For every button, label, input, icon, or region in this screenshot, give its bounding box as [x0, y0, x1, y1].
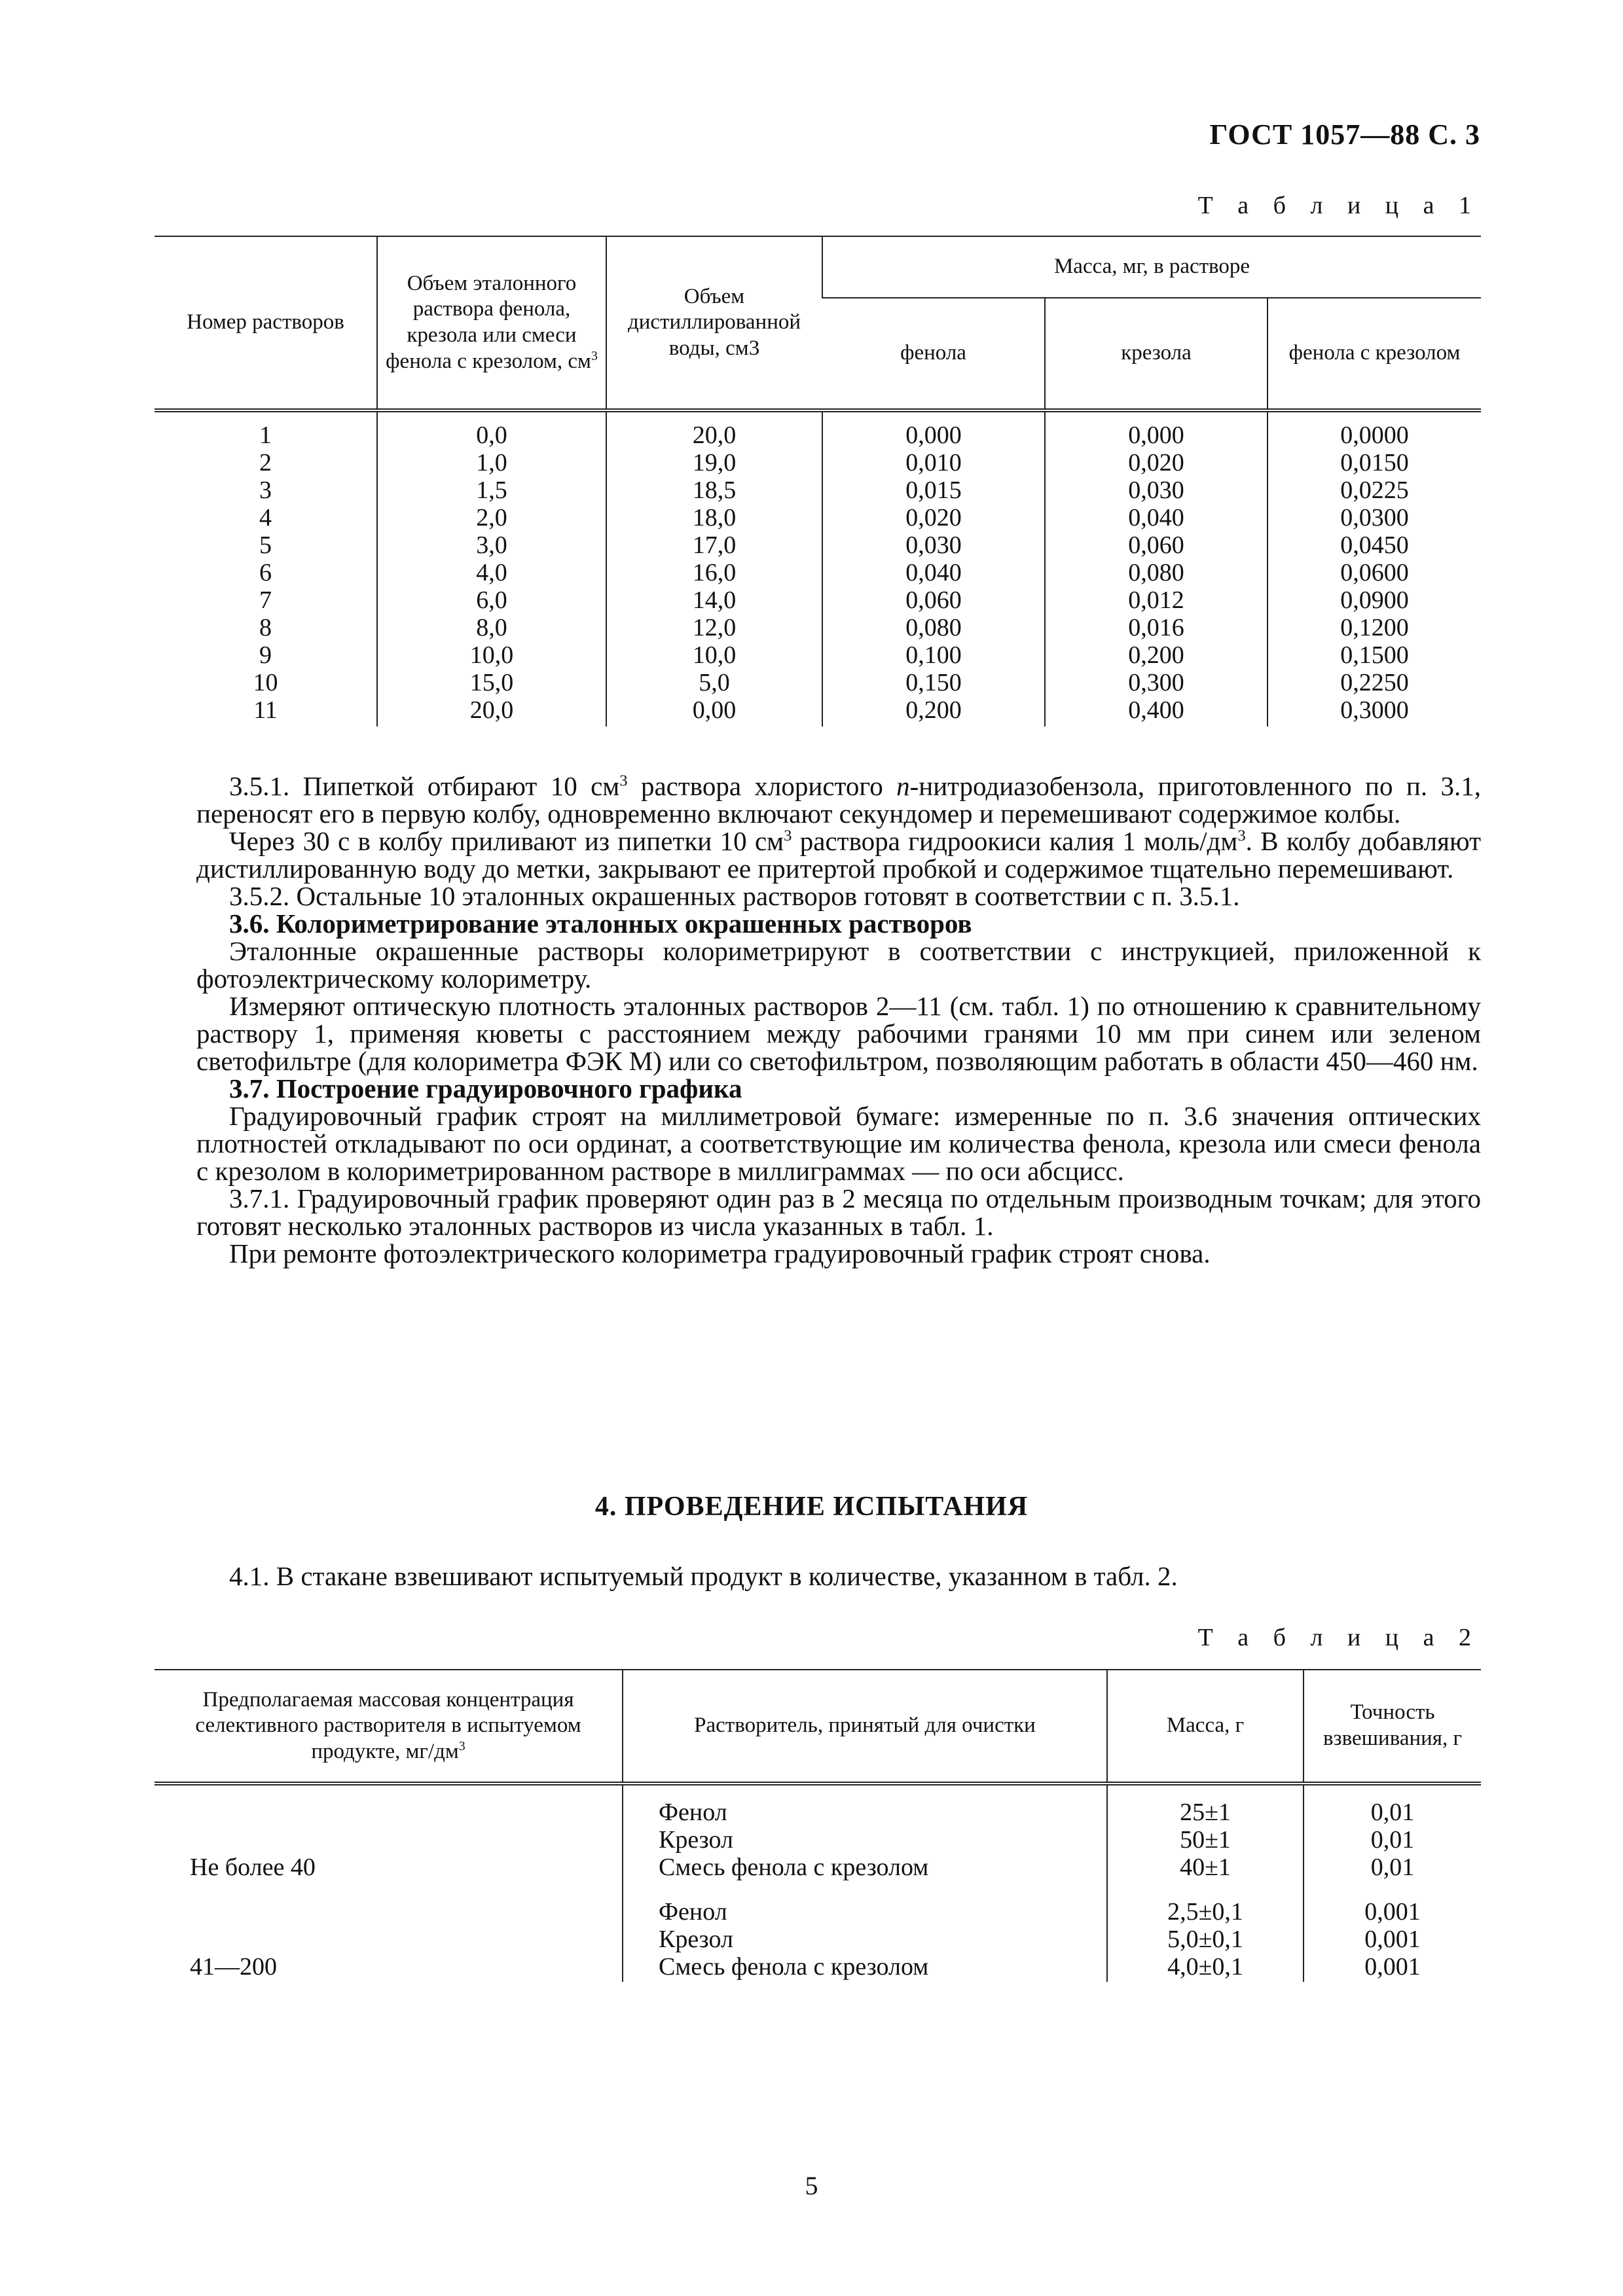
table1-col-vol-water — [606, 410, 822, 726]
table1-col-vol-etalon — [377, 410, 606, 726]
table2-acc: 0,01 — [1370, 1826, 1415, 1854]
table2-solvent: Крезол — [659, 1826, 733, 1854]
table1-cell: 0,030 — [905, 531, 962, 559]
table1-cell: 0,000 — [905, 422, 962, 449]
table1-cell: 1 — [259, 422, 272, 449]
page-number: 5 — [805, 2171, 818, 2200]
table1-cell: 0,300 — [1128, 669, 1184, 696]
table1-cell: 1,0 — [476, 449, 507, 476]
table1-cell: 0,040 — [1128, 504, 1184, 531]
table1-cell: 0,00 — [692, 696, 737, 724]
table1-cell: 0,060 — [1128, 531, 1184, 559]
table1-cell: 15,0 — [469, 669, 514, 696]
table1-header-vol-water: Объем дистиллированной воды, см3 — [606, 236, 822, 410]
table1-col-num — [155, 410, 377, 726]
table2-acc: 0,001 — [1364, 1898, 1421, 1926]
table1-cell: 5,0 — [699, 669, 730, 696]
table1-cell: 2 — [259, 449, 272, 476]
table1-cell: 17,0 — [692, 531, 737, 559]
table1-caption: Т а б л и ц а 1 — [1197, 192, 1480, 219]
paragraph-3-7-b: При ремонте фотоэлектрического колориметра градуировочный график строят снова. — [229, 1238, 1211, 1268]
table2-solvent: Фенол — [659, 1799, 727, 1826]
table1-cell: 0,016 — [1128, 614, 1184, 641]
table1-cell: 14,0 — [692, 586, 737, 614]
heading-3-7: 3.7. Построение градуировочного графика — [229, 1073, 742, 1103]
table1-col-cresol — [1045, 410, 1267, 726]
table2-solvents-2 — [623, 1882, 1107, 1982]
table1-cell: 0,030 — [1128, 476, 1184, 504]
table1-cell: 4 — [259, 504, 272, 531]
table1-cell: 0,100 — [905, 641, 962, 669]
table1-cell: 8,0 — [476, 614, 507, 641]
section-4-heading: 4. ПРОВЕДЕНИЕ ИСПЫТАНИЯ — [594, 1492, 1029, 1522]
table1-cell: 10,0 — [469, 641, 514, 669]
table1-cell: 0,0600 — [1340, 559, 1409, 586]
table1-cell: 0,2250 — [1340, 669, 1409, 696]
table1-cell: 0,3000 — [1340, 696, 1409, 724]
table2 — [155, 1669, 1481, 1982]
table1-cell: 0,200 — [1128, 641, 1184, 669]
table1-cell: 0,010 — [905, 449, 962, 476]
paragraph-3-5-2: 3.5.2. Остальные 10 эталонных окрашенных растворов готовят в соответствии с п. 3.5.1. — [229, 881, 1240, 911]
table1-cell: 11 — [253, 696, 278, 724]
table2-conc-2: 41—200 — [190, 1953, 277, 1981]
table1-cell: 0,020 — [1128, 449, 1184, 476]
table2-solvents-1 — [623, 1784, 1107, 1882]
table1-cell: 20,0 — [692, 422, 737, 449]
table2-mass: 4,0±0,1 — [1167, 1953, 1243, 1981]
table1-cell: 9 — [259, 641, 272, 669]
table1-header-num: Номер растворов — [187, 310, 344, 334]
table1-cell: 16,0 — [692, 559, 737, 586]
table1-cell: 3,0 — [476, 531, 507, 559]
table2-acc: 0,001 — [1364, 1926, 1421, 1953]
table1-cell: 8 — [259, 614, 272, 641]
table1-header-phenol: фенола — [822, 298, 1045, 410]
table1-header-mix: фенола с крезолом — [1267, 298, 1481, 410]
table1-cell: 0,400 — [1128, 696, 1184, 724]
table1-col-phenol — [822, 410, 1045, 726]
table2-mass: 2,5±0,1 — [1167, 1898, 1243, 1926]
table1-cell: 0,015 — [905, 476, 962, 504]
table1-cell: 6 — [259, 559, 272, 586]
table1-cell: 0,080 — [905, 614, 962, 641]
table1-cell: 0,0450 — [1340, 531, 1409, 559]
table2-caption: Т а б л и ц а 2 — [1197, 1624, 1480, 1651]
table1-cell: 0,060 — [905, 586, 962, 614]
table1-cell: 3 — [259, 476, 272, 504]
paragraph-3-6-b: Измеряют оптическую плотность эталонных растворов 2—11 (см. табл. 1) по отношению к сравнительному раствору 1, применяя кюветы с расстоянием между рабочими гранями 10 мм при синем или зеленом светофильтре (для колориметра ФЭК М) или со светофильтром, позволяющим работать в области 450—460 нм. — [196, 991, 1481, 1076]
table1-cell: 5 — [259, 531, 272, 559]
paragraph-3-7-1: 3.7.1. Градуировочный график проверяют один раз в 2 месяца по отдельным производным точкам; для этого готовят несколько эталонных растворов из числа указанных в табл. 1. — [196, 1183, 1481, 1241]
table1-cell: 0,200 — [905, 696, 962, 724]
table1-cell: 0,150 — [905, 669, 962, 696]
table1-cell: 0,040 — [905, 559, 962, 586]
table1-cell: 4,0 — [476, 559, 507, 586]
table1-cell: 0,0225 — [1340, 476, 1409, 504]
table2-solvent: Крезол — [659, 1926, 733, 1953]
heading-3-6: 3.6. Колориметрирование эталонных окрашенных растворов — [229, 908, 972, 939]
table1-cell: 18,5 — [692, 476, 737, 504]
table1-cell: 0,000 — [1128, 422, 1184, 449]
table1-cell: 0,012 — [1128, 586, 1184, 614]
table1-col-mix — [1267, 410, 1481, 726]
page-header: ГОСТ 1057—88 С. 3 — [1209, 118, 1480, 151]
table2-acc: 0,01 — [1370, 1799, 1415, 1826]
table1-header-mass-group: Масса, мг, в растворе — [822, 236, 1481, 298]
table1-cell: 1,5 — [476, 476, 507, 504]
table2-mass: 40±1 — [1180, 1854, 1231, 1881]
table1-cell: 12,0 — [692, 614, 737, 641]
table1-header-vol-etalon: Объем эталонного раствора фенола, крезола или смеси фенола с крезолом, $см^3$ — [377, 236, 606, 410]
table1-cell: 0,1200 — [1340, 614, 1409, 641]
table1-cell: 2,0 — [476, 504, 507, 531]
table2-solvent: Смесь фенола с крезолом — [659, 1854, 929, 1881]
table1-cell: 20,0 — [469, 696, 514, 724]
table2-mass: 5,0±0,1 — [1167, 1926, 1243, 1953]
table2-mass: 50±1 — [1180, 1826, 1231, 1854]
table1-cell: 19,0 — [692, 449, 737, 476]
table2-mass: 25±1 — [1180, 1799, 1231, 1826]
table2-acc: 0,01 — [1370, 1854, 1415, 1881]
table1-header-cresol: крезола — [1045, 298, 1267, 410]
table1-cell: 10,0 — [692, 641, 737, 669]
table1-cell: 18,0 — [692, 504, 737, 531]
body-text — [196, 772, 1481, 1267]
table1-cell: 0,0000 — [1340, 422, 1409, 449]
paragraph-cherez: Через 30 с в колбу приливают из пипетки 10 $см^3$ раствора гидроокиси калия 1 моль/$дм^3$. В колбу добавляют дистиллированную воду до метки, закрывают ее притертой пробкой и содержимое тщательно перемешивают. — [196, 826, 1481, 884]
table2-header-conc: Предполагаемая массовая концентрация селективного растворителя в испытуемом продукте, $мг/дм^3$ — [195, 1687, 581, 1763]
table2-mass-2 — [1107, 1882, 1304, 1982]
paragraph-3-6-a: Эталонные окрашенные растворы колориметрируют в соответствии с инструкцией, приложенной к фотоэлектрическому колориметру. — [196, 936, 1481, 994]
paragraph-4-1: 4.1. В стакане взвешивают испытуемый продукт в количестве, указанном в табл. 2. — [229, 1561, 1178, 1591]
table2-conc-1: Не более 40 — [190, 1854, 316, 1881]
table2-mass-1 — [1107, 1784, 1304, 1882]
table2-solvent: Фенол — [659, 1898, 727, 1926]
table2-header-accuracy: Точность взвешивания, г — [1304, 1670, 1481, 1784]
table1-cell: 0,0150 — [1340, 449, 1409, 476]
table1-cell: 10 — [253, 669, 278, 696]
table1-cell: 0,020 — [905, 504, 962, 531]
table1-cell: 6,0 — [476, 586, 507, 614]
table1-cell: 0,080 — [1128, 559, 1184, 586]
table2-acc: 0,001 — [1364, 1953, 1421, 1981]
table1-cell: 0,0300 — [1340, 504, 1409, 531]
table2-header-solvent: Растворитель, принятый для очистки — [623, 1670, 1107, 1784]
table1-cell: 7 — [259, 586, 272, 614]
table2-header-mass: Масса, г — [1107, 1670, 1304, 1784]
paragraph-3-5-1: 3.5.1. Пипеткой отбирают 10 $см^3$ раствора хлористого п-нитродиазобензола, приготовленного по п. 3.1, переносят его в первую колбу, одновременно включают секундомер и перемешивают содержимое колбы. — [196, 771, 1481, 829]
table1 — [155, 236, 1481, 726]
table2-acc-2 — [1304, 1882, 1481, 1982]
table2-solvent: Смесь фенола с крезолом — [659, 1953, 929, 1981]
table1-cell: 0,0 — [476, 422, 507, 449]
table2-acc-1 — [1304, 1784, 1481, 1882]
paragraph-3-7-a: Градуировочный график строят на миллиметровой бумаге: измеренные по п. 3.6 значения оптических плотностей откладывают по оси ординат, а соответствующие им количества фенола, крезола или смеси фенола с крезолом в колориметрированном растворе в миллиграммах — по оси абсцисс. — [196, 1101, 1481, 1186]
table1-cell: 0,1500 — [1340, 641, 1409, 669]
table1-cell: 0,0900 — [1340, 586, 1409, 614]
